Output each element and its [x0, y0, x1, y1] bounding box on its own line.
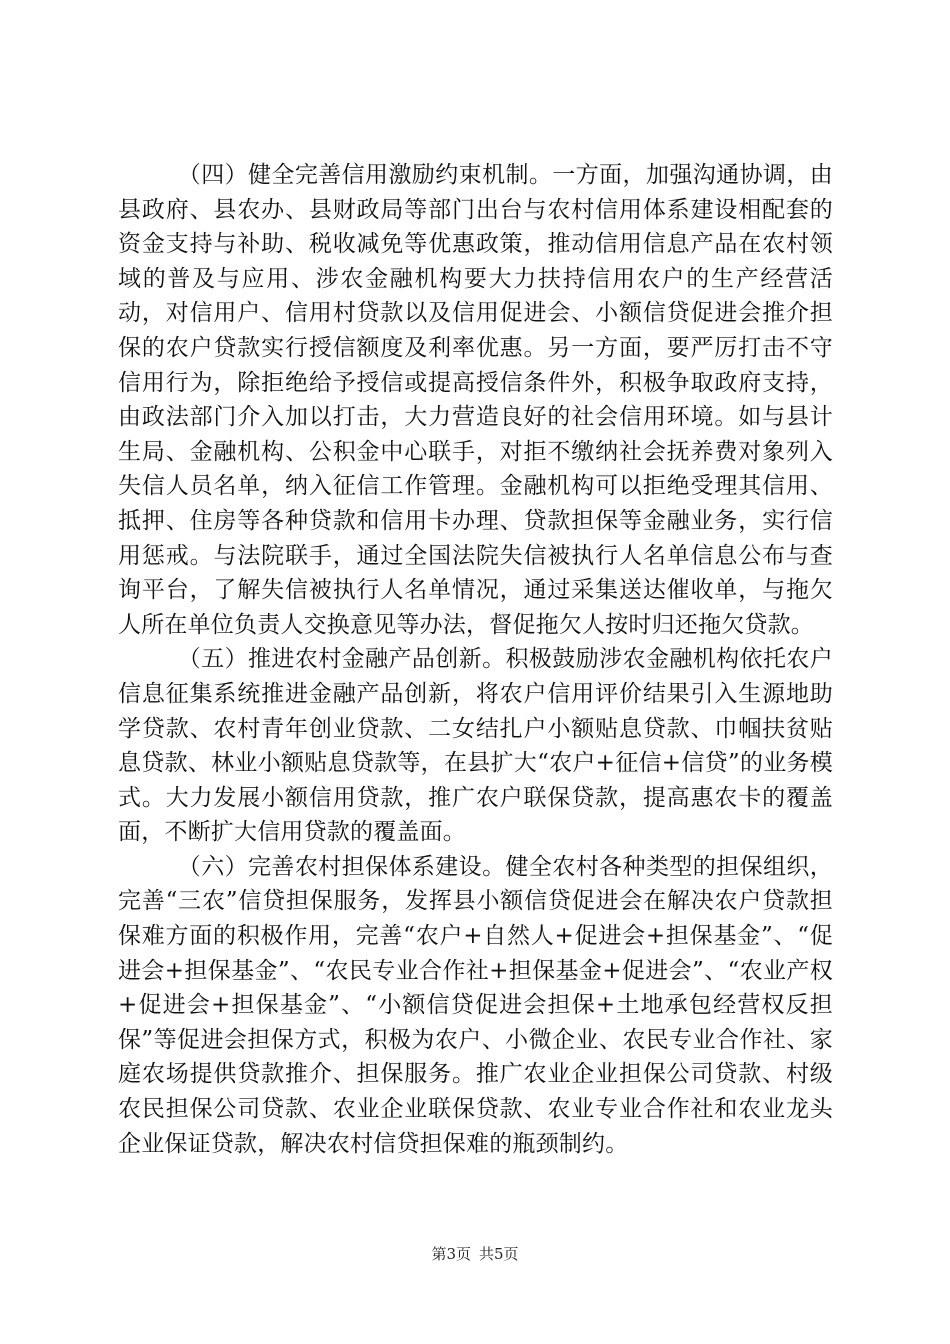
paragraph-guarantee-system: （六）完善农村担保体系建设。健全农村各种类型的担保组织，完善“三农”信贷担保服务，发挥县小额信贷促进会在解决农户贷款担保难方面的积极作用，完善“农户+自然人+促进会+担保基金”、“促进会+担保基金”、“农民专业合作社+担保基金+促进会”、“农业产权+促进会+担保基金”、“小额信贷促进会担保+土地承包经营权反担保”等促进会担保方式，积极为农户、小微企业、农民专业合作社、家庭农场提供贷款推介、担保服务。推广农业企业担保公司贷款、村级农民担保公司贷款、农业企业联保贷款、农业专业合作社和农业龙头企业保证贷款，解决农村信贷担保难的瓶颈制约。	[118, 853, 833, 1157]
paragraph-credit-incentive: （四）健全完善信用激励约束机制。一方面，加强沟通协调，由县政府、县农办、县财政局等部门出台与农村信用体系建设相配套的资金支持与补助、税收减免等优惠政策，推动信用信息产品在农村领域的普及与应用、涉农金融机构要大力扶持信用农户的生产经营活动，对信用户、信用村贷款以及信用促进会、小额信贷促进会推介担保的农户贷款实行授信额度及利率优惠。另一方面，要严厉打击不守信用行为，除拒绝给予授信或提高授信条件外，积极争取政府支持，由政法部门介入加以打击，大力营造良好的社会信用环境。如与县计生局、金融机构、公积金中心联手，对拒不缴纳社会抚养费对象列入失信人员名单，纳入征信工作管理。金融机构可以拒绝受理其信用、抵押、住房等各种贷款和信用卡办理、贷款担保等金融业务，实行信用惩戒。与法院联手，通过全国法院失信被执行人名单信息公布与查询平台，了解失信被执行人名单情况，通过采集送达催收单，与拖欠人所在单位负责人交换意见等办法，督促拖欠人按时归还拖欠贷款。	[118, 162, 833, 638]
document-body	[118, 158, 833, 1161]
page-footer	[0, 1244, 950, 1264]
page-number-total: 共5页	[479, 1245, 519, 1263]
page-number-current: 第3页	[431, 1245, 471, 1263]
paragraph-financial-innovation: （五）推进农村金融产品创新。积极鼓励涉农金融机构依托农户信息征集系统推进金融产品创新，将农户信用评价结果引入生源地助学贷款、农村青年创业贷款、二女结扎户小额贴息贷款、巾帼扶贫贴息贷款、林业小额贴息贷款等，在县扩大“农户+征信+信贷”的业务模式。大力发展小额信用贷款，推广农户联保贷款，提高惠农卡的覆盖面，不断扩大信用贷款的覆盖面。	[118, 646, 833, 846]
